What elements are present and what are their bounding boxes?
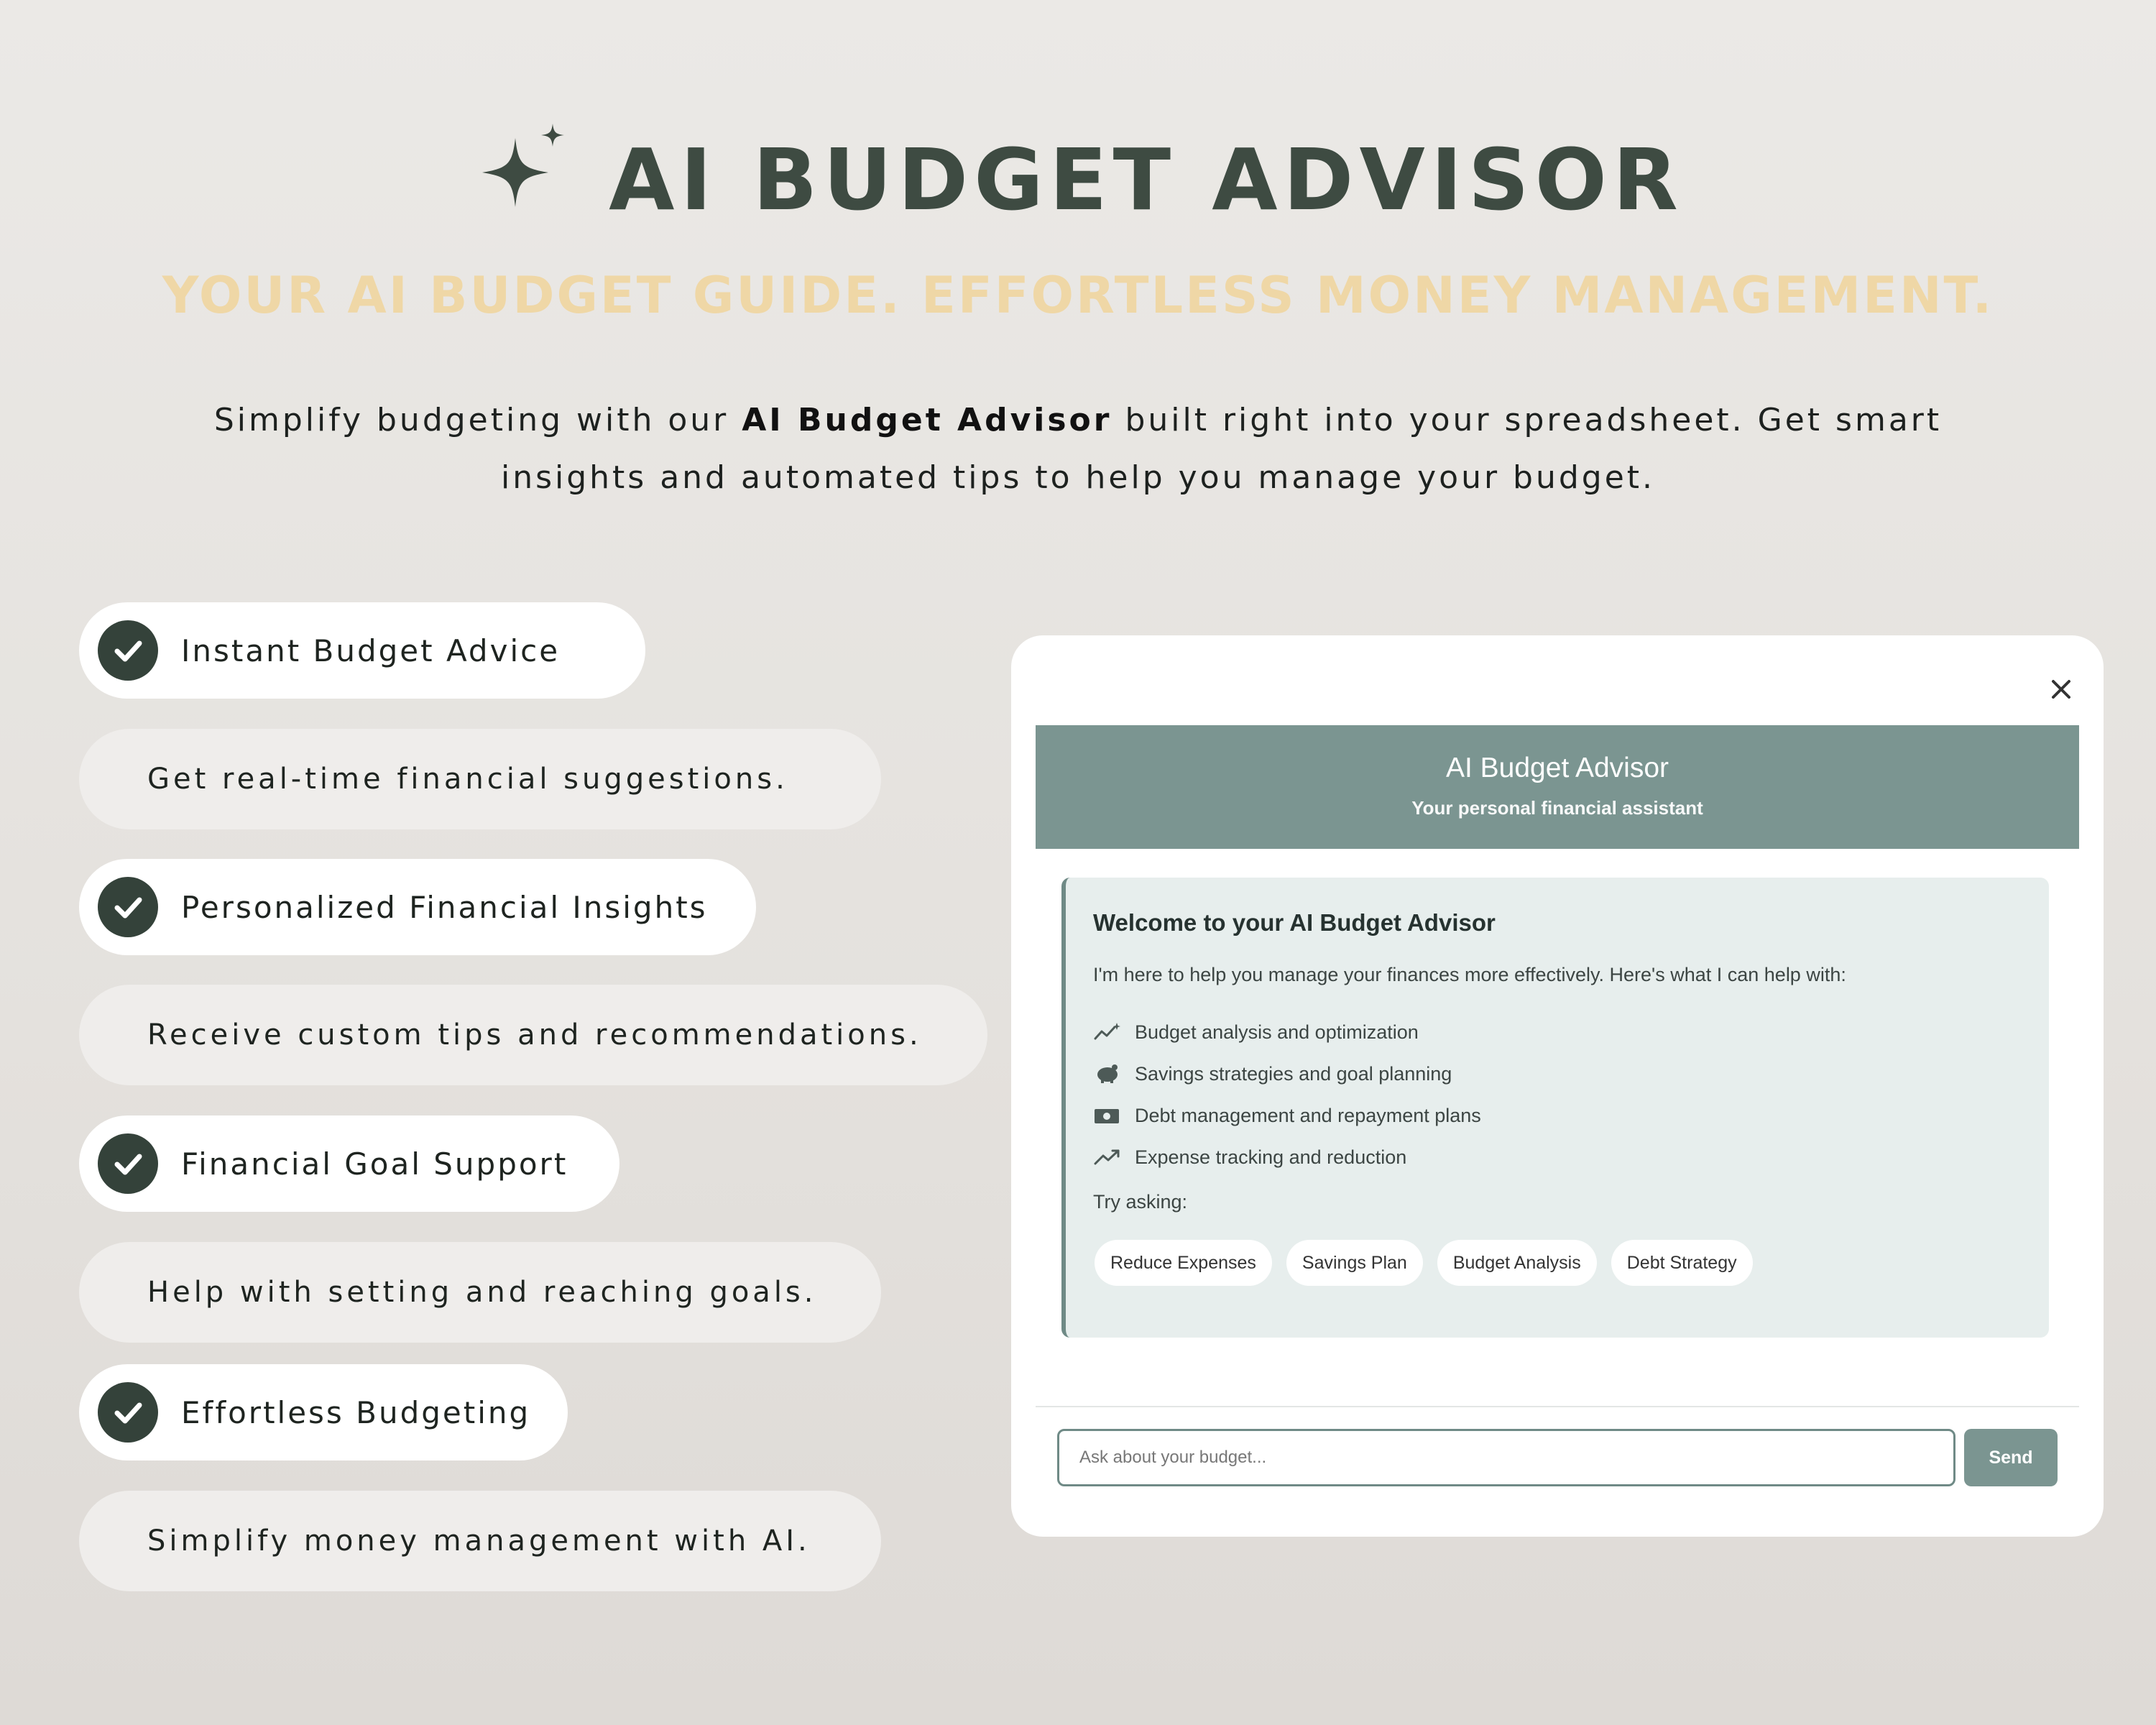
trend-up-icon (1093, 1146, 1122, 1168)
feature-pill-instant-advice (79, 602, 645, 699)
capability-list (1093, 1011, 1481, 1178)
checkmark-icon (98, 1133, 158, 1194)
suggestion-debt-strategy[interactable]: Debt Strategy (1611, 1240, 1753, 1286)
cash-icon (1093, 1105, 1122, 1126)
intro-text (144, 392, 2012, 507)
piggy-bank-icon (1093, 1063, 1122, 1085)
feature-description: Receive custom tips and recommendations. (79, 985, 987, 1085)
suggestion-savings-plan[interactable]: Savings Plan (1286, 1240, 1423, 1286)
chat-title: AI Budget Advisor (1445, 753, 1669, 783)
welcome-message (1061, 878, 2049, 1338)
feature-pill-personalized-insights (79, 859, 756, 955)
welcome-text: I'm here to help you manage your finances more effectively. Here's what I can help with: (1093, 964, 1846, 985)
chat-panel (1011, 635, 2104, 1537)
feature-title: Financial Goal Support (181, 1146, 568, 1182)
suggestion-chips (1095, 1240, 1753, 1286)
capability-label: Debt management and repayment plans (1135, 1104, 1481, 1126)
list-item (1093, 1136, 1481, 1178)
feature-title: Instant Budget Advice (181, 632, 561, 668)
send-button[interactable]: Send (1964, 1429, 2058, 1486)
feature-title: Effortless Budgeting (181, 1394, 531, 1430)
feature-title: Personalized Financial Insights (181, 889, 708, 925)
checkmark-icon (98, 877, 158, 937)
suggestion-reduce-expenses[interactable]: Reduce Expenses (1095, 1240, 1272, 1286)
intro-text-highlight: AI Budget Advisor (742, 402, 1112, 438)
checkmark-icon (98, 1382, 158, 1443)
page-title: AI BUDGET ADVISOR (609, 130, 1684, 229)
welcome-title: Welcome to your AI Budget Advisor (1093, 909, 1496, 936)
list-item (1093, 1053, 1481, 1095)
close-icon (2050, 678, 2072, 700)
feature-description: Simplify money management with AI. (79, 1491, 881, 1591)
list-item (1093, 1011, 1481, 1053)
tagline: YOUR AI BUDGET GUIDE. EFFORTLESS MONEY MANAGEMENT. (162, 266, 1994, 325)
sparkle-icon (472, 122, 573, 223)
list-item (1093, 1095, 1481, 1136)
message-input[interactable] (1057, 1429, 1955, 1486)
feature-description: Help with setting and reaching goals. (79, 1242, 881, 1343)
checkmark-icon (98, 620, 158, 681)
capability-label: Budget analysis and optimization (1135, 1021, 1419, 1043)
close-button[interactable] (2045, 673, 2078, 706)
chart-sparkle-icon (1093, 1021, 1122, 1043)
intro-text-start: Simplify budgeting with our (213, 402, 742, 438)
feature-pill-effortless-budgeting (79, 1364, 568, 1460)
try-asking-label: Try asking: (1093, 1191, 1188, 1213)
chat-header (1036, 725, 2079, 849)
capability-label: Expense tracking and reduction (1135, 1146, 1407, 1168)
suggestion-budget-analysis[interactable]: Budget Analysis (1437, 1240, 1597, 1286)
intro-text-end: built right into your spreadsheet. Get smart insights and automated tips to help you manage your budget. (500, 402, 1943, 496)
capability-label: Savings strategies and goal planning (1135, 1062, 1452, 1085)
feature-description: Get real-time financial suggestions. (79, 729, 881, 829)
divider (1036, 1406, 2079, 1407)
hero-title-row (0, 108, 2156, 252)
feature-pill-goal-support (79, 1116, 619, 1212)
chat-subtitle: Your personal financial assistant (1411, 797, 1703, 819)
